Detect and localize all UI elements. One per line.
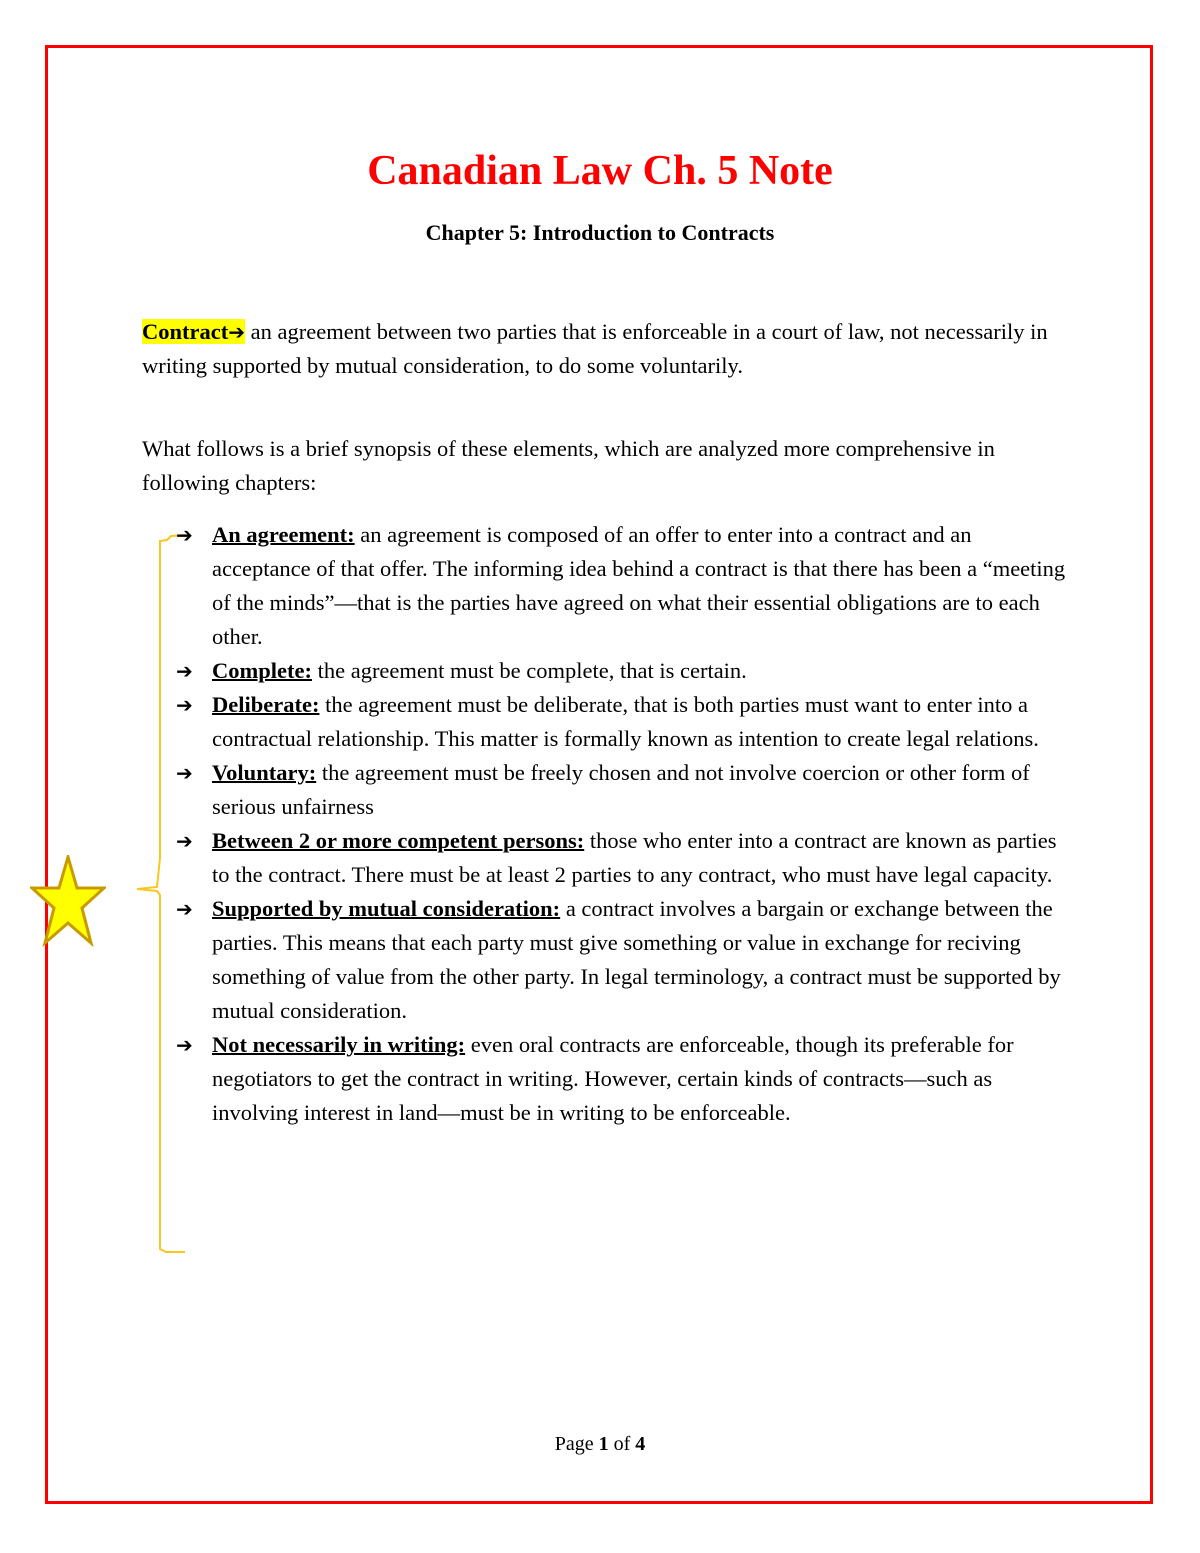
list-item [176, 1028, 1071, 1130]
element-term: Not necessarily in writing: [212, 1032, 466, 1057]
element-term: Complete: [212, 658, 312, 683]
list-item [176, 518, 1071, 654]
definition-text: an agreement between two parties that is enforceable in a court of law, not necessarily in writing supported by mutual consideration, to do some voluntarily. [142, 319, 1048, 378]
element-text: even oral contracts are enforceable, though its preferable for negotiators to get the contract in writing. However, certain kinds of contracts—such as involving interest in land—must be in writing to be enforceable. [212, 1032, 1014, 1125]
element-text: the agreement must be freely chosen and not involve coercion or other form of serious unfairness [212, 760, 1030, 819]
element-text: a contract involves a bargain or exchange between the parties. This means that each party must give something or value in exchange for reciving something of value from the other party. In legal terminology, a contract must be supported by mutual consideration. [212, 896, 1061, 1023]
document-title: Canadian Law Ch. 5 Note [367, 148, 833, 194]
list-item [176, 688, 1071, 756]
arrow-right-icon: ➔ [176, 693, 193, 717]
page-label: Page [554, 1433, 599, 1455]
arrow-right-icon: ➔ [176, 761, 193, 785]
element-term: An agreement: [212, 522, 355, 547]
list-item [176, 824, 1071, 892]
intro-paragraph: What follows is a brief synopsis of these elements, which are analyzed more comprehensive in following chapters: [142, 436, 995, 495]
page-footer [0, 1431, 1200, 1457]
element-text: an agreement is composed of an offer to enter into a contract and an acceptance of that offer. The informing idea behind a contract is that there has been a “meeting of the minds”—that is the parties have agreed on what their essential obligations are to each other. [212, 522, 1066, 649]
current-page: 1 [598, 1433, 609, 1455]
element-text: the agreement must be deliberate, that is both parties must want to enter into a contractual relationship. This matter is formally known as intention to create legal relations. [212, 692, 1039, 751]
contract-definition [142, 315, 1072, 383]
arrow-right-icon: ➔ [176, 523, 193, 547]
element-term: Deliberate: [212, 692, 320, 717]
star-icon [30, 855, 106, 947]
definition-term: Contract [142, 319, 229, 344]
contract-elements-list [176, 518, 1071, 1130]
element-term: Supported by mutual consideration: [212, 896, 561, 921]
element-text: those who enter into a contract are known as parties to the contract. There must be at least 2 parties to any contract, who must have legal capacity. [212, 828, 1057, 887]
element-term: Between 2 or more competent persons: [212, 828, 585, 853]
arrow-right-icon: ➔ [176, 897, 193, 921]
element-term: Voluntary: [212, 760, 317, 785]
chapter-subtitle: Chapter 5: Introduction to Contracts [425, 220, 775, 245]
list-item [176, 892, 1071, 1028]
element-text: the agreement must be complete, that is certain. [311, 658, 747, 683]
total-pages: 4 [635, 1433, 646, 1455]
page-of-label: of [608, 1433, 636, 1455]
list-item [176, 654, 1071, 688]
highlighted-term [142, 319, 245, 344]
arrow-right-icon: ➔ [176, 659, 193, 683]
arrow-right-icon: ➔ [228, 320, 245, 344]
arrow-right-icon: ➔ [176, 829, 193, 853]
arrow-right-icon: ➔ [176, 1033, 193, 1057]
list-item [176, 756, 1071, 824]
